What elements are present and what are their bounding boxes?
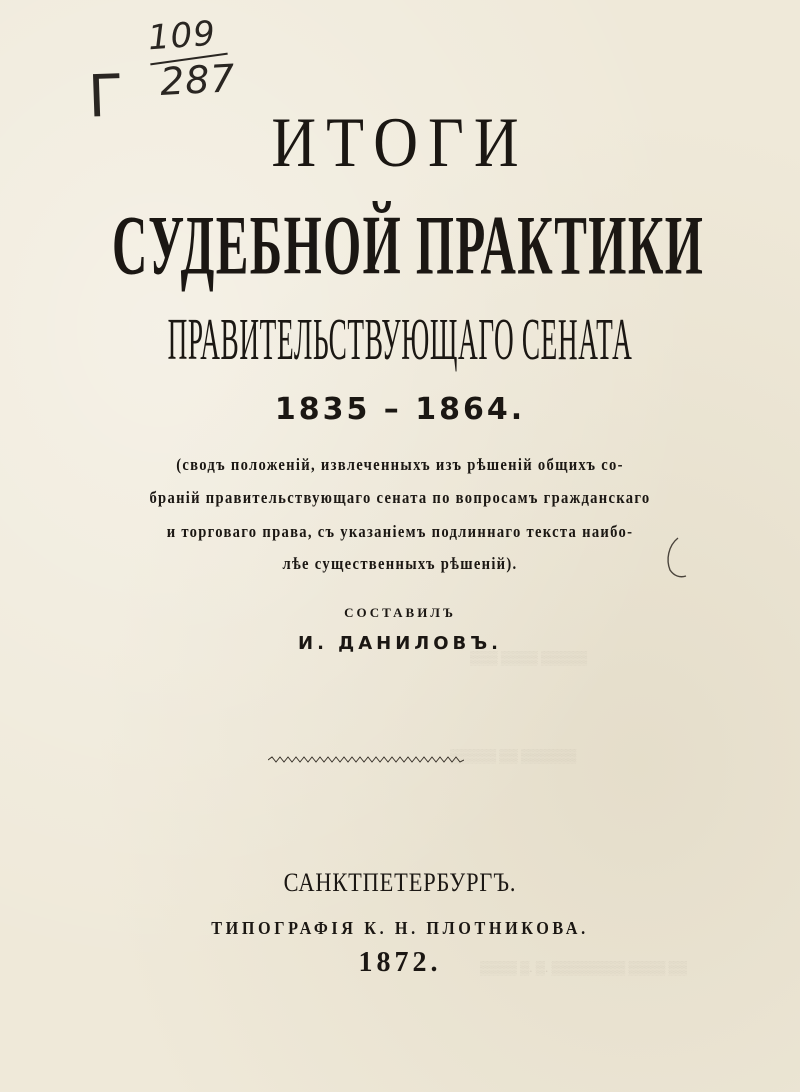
imprint-year: 1872. <box>358 947 442 978</box>
subtitle-line: (сводъ положеній, извлеченныхъ изъ рѣшеній общихъ со- <box>176 455 624 474</box>
handwritten-letter: Г <box>86 61 125 131</box>
ornamental-divider <box>268 756 464 764</box>
subtitle-line: и торговаго права, съ указаніемъ подлиннаго текста наибо- <box>166 522 634 541</box>
show-through-text: ▒▒▒ ▒▒▒▒ ▒▒▒▒▒ <box>470 650 588 665</box>
show-through-text: ▒▒▒▒ ▒. ▒. ▒▒▒▒▒▒▒▒ ▒▒▒▒ ▒▒ <box>480 960 687 975</box>
handwritten-shelf-code-bottom: 287 <box>158 56 237 104</box>
title-line-1: ИТОГИ <box>271 103 529 183</box>
show-through-text: ▒▒▒▒▒ ▒▒ ▒▒▒▒▒▒ <box>450 748 577 763</box>
subtitle-line: браній правительствующаго сената по вопросамъ гражданскаго <box>149 488 651 507</box>
margin-pencil-mark <box>660 536 690 580</box>
compiled-by-label: СОСТАВИЛЪ <box>344 605 456 620</box>
author-name: И. ДАНИЛОВЪ. <box>298 633 502 654</box>
handwritten-shelf-code-top: 109 <box>146 13 218 59</box>
imprint-city: САНКТПЕТЕРБУРГЪ. <box>283 868 517 897</box>
title-line-3: ПРАВИТЕЛЬСТВУЮЩАГО СЕНАТА <box>167 306 633 373</box>
title-years: 1835 – 1864. <box>274 392 526 427</box>
subtitle-line: лѣе существенныхъ рѣшеній). <box>282 554 518 573</box>
title-line-2: СУДЕБНОЙ ПРАКТИКИ <box>112 197 705 293</box>
imprint-press: ТИПОГРАФІЯ К. Н. ПЛОТНИКОВА. <box>211 918 589 938</box>
